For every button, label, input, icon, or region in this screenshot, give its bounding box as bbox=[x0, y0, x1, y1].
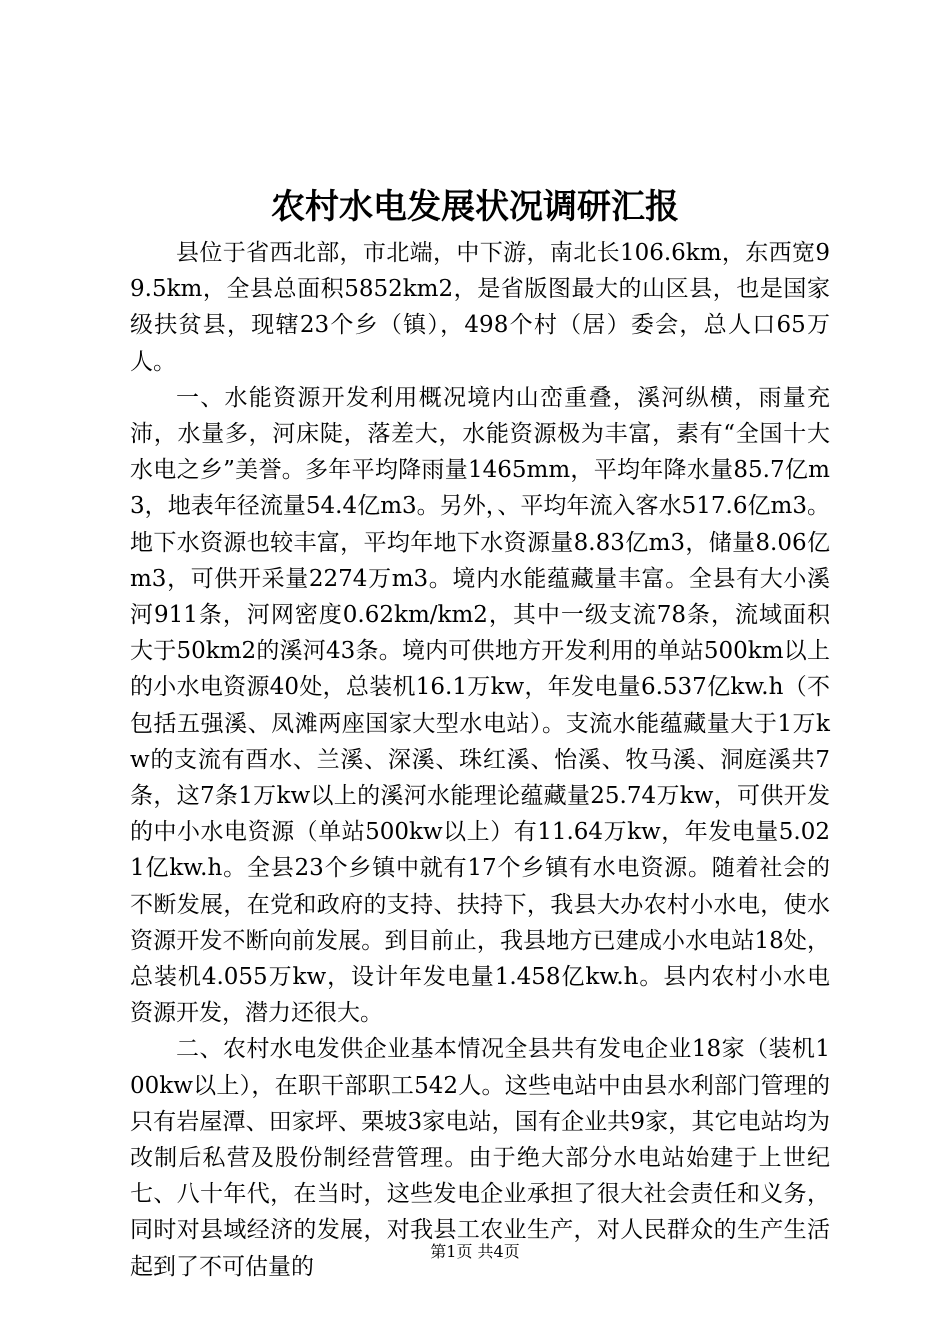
paragraph-section-1: 一、水能资源开发利用概况境内山峦重叠，溪河纵横，雨量充沛，水量多，河床陡，落差大，水能资源极为丰富，素有“全国十大水电之乡”美誉。多年平均降雨量1465mm，平均年降水量85.7亿m3，地表年径流量54.4亿m3。另外，、平均年流入客水517.6亿m3。地下水资源也较丰富，平均年地下水资源量8.83亿m3，储量8.06亿m3，可供开采量2274万m3。境内水能蕴藏量丰富。全县有大小溪河911条，河网密度0.62km/km2，其中一级支流78条，流域面积大于50km2的溪河43条。境内可供地方开发利用的单站500km以上的小水电资源40处，总装机16.1万kw，年发电量6.537亿kw.h（不包括五强溪、凤滩两座国家大型水电站）。支流水能蕴藏量大于1万kw的支流有酉水、兰溪、深溪、珠红溪、怡溪、牧马溪、洞庭溪共7条，这7条1万kw以上的溪河水能理论蕴藏量25.74万kw，可供开发的中小水电资源（单站500kw以上）有11.64万kw，年发电量5.021亿kw.h。全县23个乡镇中就有17个乡镇有水电资源。随着社会的不断发展，在党和政府的支持、扶持下，我县大办农村小水电，使水资源开发不断向前发展。到目前止，我县地方已建成小水电站18处，总装机4.055万kw，设计年发电量1.458亿kw.h。县内农村小水电资源开发，潜力还很大。 bbox=[130, 384, 830, 1027]
paragraph-section-2: 二、农村水电发供企业基本情况全县共有发电企业18家（装机100kw以上），在职干部职工542人。这些电站中由县水利部门管理的只有岩屋潭、田家坪、栗坡3家电站，国有企业共9家，其它电站均为改制后私营及股份制经营管理。由于绝大部分水电站始建于上世纪七、八十年代，在当时，这些发电企业承担了很大社会责任和义务，同时对县域经济的发展，对我县工农业生产，对人民群众的生产生活起到了不可估量的 bbox=[130, 1036, 830, 1280]
document-title: 农村水电发展状况调研汇报 bbox=[271, 187, 679, 227]
page-total: 共4页 bbox=[477, 1242, 520, 1261]
page-number: 第1页 bbox=[430, 1242, 473, 1261]
paragraph-intro: 县位于省西北部，市北端，中下游，南北长106.6km，东西宽99.5km，全县总面积5852km2，是省版图最大的山区县，也是国家级扶贫县，现辖23个乡（镇），498个村（居）委会，总人口65万人。 bbox=[130, 240, 830, 375]
page-footer bbox=[0, 1240, 950, 1264]
document-body bbox=[130, 235, 830, 1285]
